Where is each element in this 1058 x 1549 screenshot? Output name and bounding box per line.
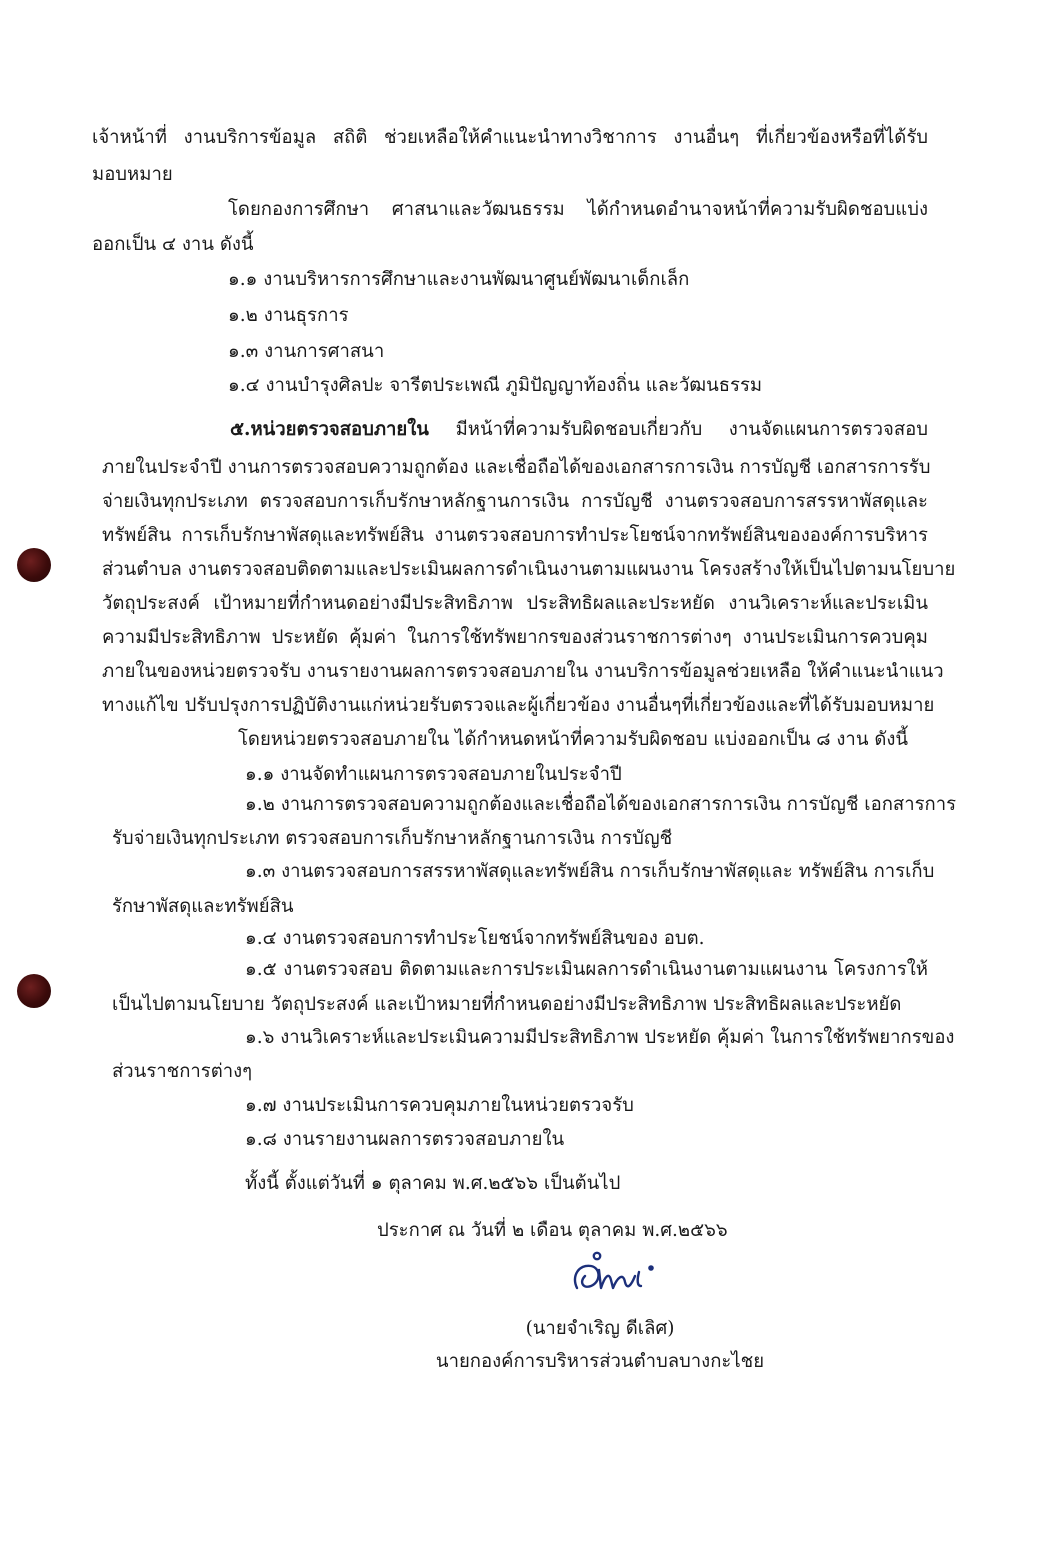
section4-item-1: ๑.๑ งานบริหารการศึกษาและงานพัฒนาศูนย์พัฒนาเด็กเล็ก [228, 269, 690, 290]
section4-item-3: ๑.๓ งานการศาสนา [228, 341, 385, 362]
section5-body-line-4: ส่วนตำบล งานตรวจสอบติดตามและประเมินผลการดำเนินงานตามแผนงาน โครงสร้างให้เป็นไปตามนโยบาย [102, 559, 956, 580]
section5-item-3b: รักษาพัสดุและทรัพย์สิน [112, 896, 294, 917]
section5-body-line-2: จ่ายเงินทุกประเภท ตรวจสอบการเก็บรักษาหลักฐานการเงิน การบัญชี งานตรวจสอบการสรรหาพัสดุและ [102, 491, 928, 512]
section5-item-8: ๑.๘ งานรายงานผลการตรวจสอบภายใน [245, 1129, 565, 1150]
section5-item-6b: ส่วนราชการต่างๆ [112, 1061, 253, 1082]
section4-line2: มอบหมาย [92, 164, 173, 185]
section5-body-line-7: ภายในของหน่วยตรวจรับ งานรายงานผลการตรวจสอบภายใน งานบริการข้อมูลช่วยเหลือ ให้คำแนะนำแนว [102, 661, 944, 682]
section5-body-line-3: ทรัพย์สิน การเก็บรักษาพัสดุและทรัพย์สิน งานตรวจสอบการทำประโยชน์จากทรัพย์สินขององค์การบริหาร [102, 525, 928, 546]
section4-item-4: ๑.๔ งานบำรุงศิลปะ จารีตประเพณี ภูมิปัญญาท้องถิ่น และวัฒนธรรม [228, 375, 763, 396]
section5-item-5a: ๑.๕ งานตรวจสอบ ติดตามและการประเมินผลการดำเนินงานตามแผนงาน โครงการให้ [245, 959, 928, 980]
section5-item-6a: ๑.๖ งานวิเคราะห์และประเมินความมีประสิทธิภาพ ประหยัด คุ้มค่า ในการใช้ทรัพยากรของ [245, 1027, 955, 1048]
section5-heading: ๕.หน่วยตรวจสอบภายใน [230, 419, 429, 440]
section5-body-line-1: ภายในประจำปี งานการตรวจสอบความถูกต้อง และเชื่อถือได้ของเอกสารการเงิน การบัญชี เอกสารการรับ [102, 457, 931, 478]
signer-name: (นายจำเริญ ดีเลิศ) [525, 1318, 675, 1339]
section5-body-line-6: ความมีประสิทธิภาพ ประหยัด คุ้มค่า ในการใช้ทรัพยากรของส่วนราชการต่างๆ งานประเมินการควบคุม [102, 627, 928, 648]
section5-item-2b: รับจ่ายเงินทุกประเภท ตรวจสอบการเก็บรักษาหลักฐานการเงิน การบัญชี [112, 828, 673, 849]
section5-item-5b: เป็นไปตามนโยบาย วัตถุประสงค์ และเป้าหมายที่กำหนดอย่างมีประสิทธิภาพ ประสิทธิผลและประหยัด [112, 994, 902, 1015]
section5-item-3a: ๑.๓ งานตรวจสอบการสรรหาพัสดุและทรัพย์สิน การเก็บรักษาพัสดุและ ทรัพย์สิน การเก็บ [245, 861, 935, 882]
signature-image [565, 1246, 675, 1302]
section5-item-4: ๑.๔ งานตรวจสอบการทำประโยชน์จากทรัพย์สินของ อบต. [245, 928, 705, 949]
section5-item-2a: ๑.๒ งานการตรวจสอบความถูกต้องและเชื่อถือได้ของเอกสารการเงิน การบัญชี เอกสารการ [245, 794, 957, 815]
section5-body-line-5: วัตถุประสงค์ เป้าหมายที่กำหนดอย่างมีประสิทธิภาพ ประสิทธิผลและประหยัด งานวิเคราะห์และประเมิน [102, 593, 928, 614]
signer-title: นายกองค์การบริหารส่วนตำบลบางกะไชย [435, 1351, 765, 1372]
section5-first-line [230, 416, 928, 444]
section4-item-2: ๑.๒ งานธุรการ [228, 305, 349, 326]
section5-item-1: ๑.๑ งานจัดทำแผนการตรวจสอบภายในประจำปี [245, 764, 622, 785]
punch-hole-top [17, 548, 51, 582]
section5-item-7: ๑.๗ งานประเมินการควบคุมภายในหน่วยตรวจรับ [245, 1095, 634, 1116]
announcement-date: ประกาศ ณ วันที่ ๒ เดือน ตุลาคม พ.ศ.๒๕๖๖ [377, 1220, 728, 1241]
section5-body-line-8: ทางแก้ไข ปรับปรุงการปฏิบัติงานแก่หน่วยรับตรวจและผู้เกี่ยวข้อง งานอื่นๆที่เกี่ยวข้องและที่ได้รับมอบหมาย [102, 695, 935, 716]
section5-lead: มีหน้าที่ความรับผิดชอบเกี่ยวกับ งานจัดแผนการตรวจสอบ [455, 419, 928, 440]
effective-date: ทั้งนี้ ตั้งแต่วันที่ ๑ ตุลาคม พ.ศ.๒๕๖๖ เป็นต้นไป [245, 1173, 621, 1194]
section4-intro1: โดยกองการศึกษา ศาสนาและวัฒนธรรม ได้กำหนดอำนาจหน้าที่ความรับผิดชอบแบ่ง [228, 199, 928, 220]
section5-intro: โดยหน่วยตรวจสอบภายใน ได้กำหนดหน้าที่ความรับผิดชอบ แบ่งออกเป็น ๘ งาน ดังนี้ [238, 729, 909, 750]
section4-intro2: ออกเป็น ๔ งาน ดังนี้ [92, 234, 254, 255]
punch-hole-bottom [17, 974, 51, 1008]
section4-line1: เจ้าหน้าที่ งานบริการข้อมูล สถิติ ช่วยเหลือให้คำแนะนำทางวิชาการ งานอื่นๆ ที่เกี่ยวข้องหรือที่ได้รับ [92, 127, 928, 148]
